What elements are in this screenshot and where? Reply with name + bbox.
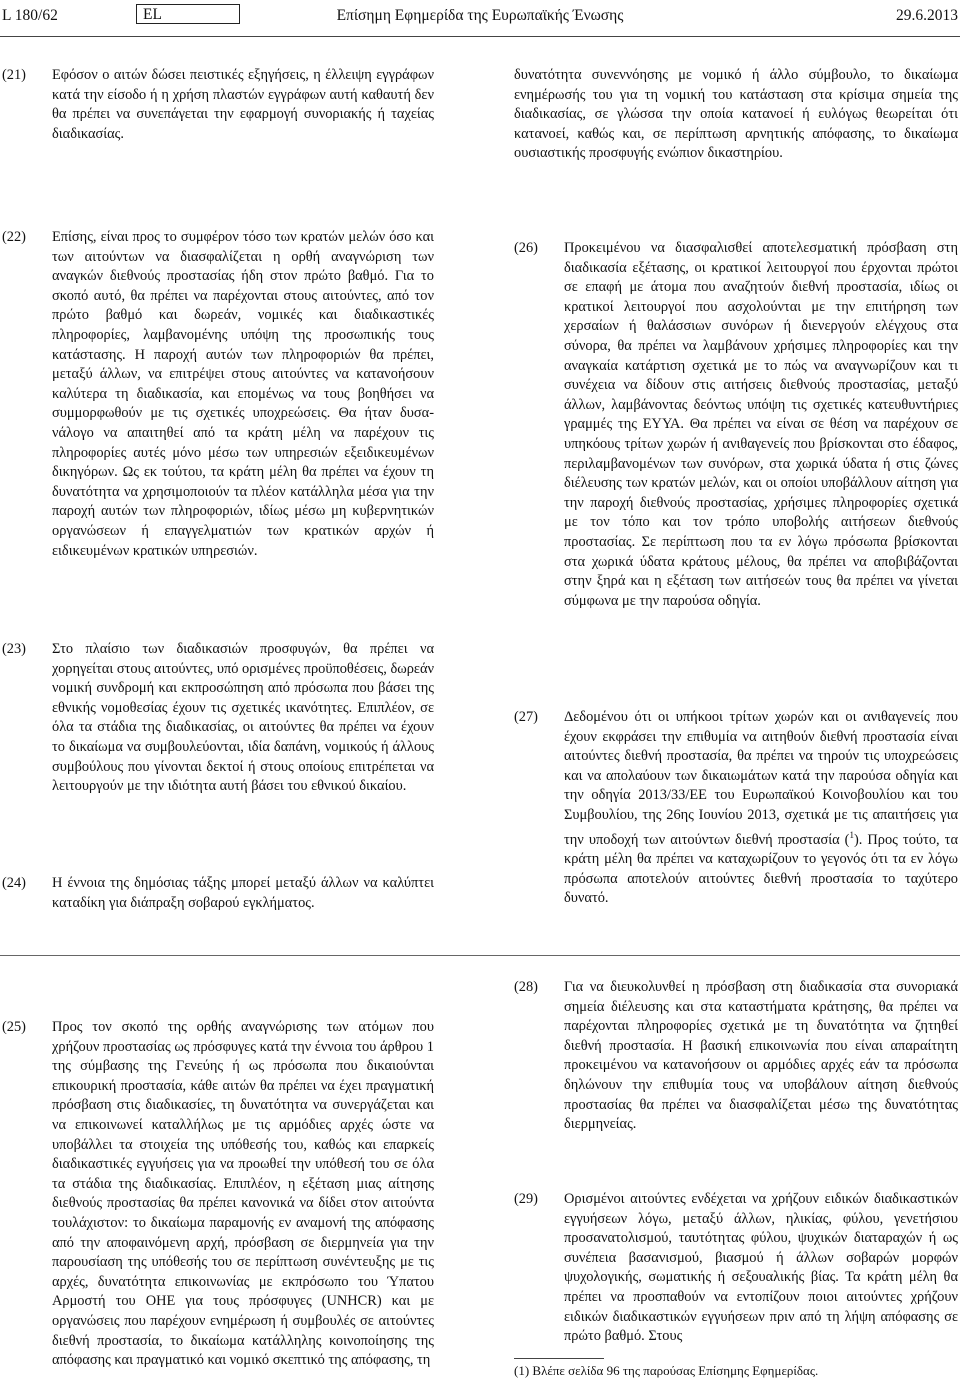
recital-number: (29): [514, 1191, 538, 1207]
recital-27: [514, 708, 958, 909]
recital-text: Εφόσον ο αιτών δώσει πειστικές εξηγήσεις, η έλλειψη εγγράφων κατά την είσοδο ή η χρήση πλαστών εγγράφων αυτή καθαυτή δεν θα πρέπει να συνεπάγεται την εφαρμογή συνοριακής ή ταχείας διαδικασίας.: [52, 67, 434, 142]
recital-text: δυνατότητα συνεννόησης με νομικό ή άλλο σύμβουλο, το δικαίωμα ενημέρωσής του για τη νομική του κατάσταση στα κρίσιμα σημεία της διαδικασίας, σε γλώσσα την οποία κατανοεί ή ευλόγως θεωρείται ότι κατανοεί, καθώς και, σε περίπτωση αρνητικής απόφασης, το δικαίωμα ουσιαστικής προσφυγής ενώπιον δικαστηρίου.: [514, 67, 958, 162]
recital-22: [2, 228, 434, 561]
recital-25: [2, 1018, 434, 1371]
footnote-rule: [514, 1358, 604, 1359]
footnote-text: Βλέπε σελίδα 96 της παρούσας Επίσημης Εφημερίδας.: [532, 1363, 819, 1378]
recital-text: Για να διευκολυνθεί η πρόσβαση στη διαδικασία στα συνοριακά σημεία διέλευσης και στα καταστήματα κράτησης, θα πρέπει να παρέχονται πληροφορίες σχετικά με τη δυνατότητα να ζητηθεί διεθνή προστασία. Η βασική επικοινωνία που είναι απαραίτητη προκειμένου να κατανοήσουν οι αρμόδιες αρχές εάν τα πρόσωπα δηλώνουν την επιθυμία τους να υποβάλουν αίτηση διεθνούς προστασίας θα πρέπει να διασφαλίζεται μέσω της δυνατότητας διερμηνείας.: [564, 979, 958, 1133]
header-rule: [0, 36, 960, 37]
recital-text-part: ). Προς τούτο, τα κράτη μέλη θα πρέπει να καταχωρίζουν το γεγονός ότι τα εν λόγω πρόσωπα αποτελούν αιτούντες διεθνή προστασία το ταχύτερο δυνατό.: [564, 831, 958, 907]
recital-26: [514, 239, 958, 611]
recital-text: Στο πλαίσιο των διαδικασιών προσφυγών, θα πρέπει να χορηγείται στους αιτούντες, υπό ορισμένες προϋποθέσεις, δωρεάν νομική συνδρομή και εκπροσώπηση από πρόσωπα που βάσει της εθνικής νομοθεσίας έχουν τις σχετικές ικανότητες. Επιπλέον, σε όλα τα στάδια της διαδικασίας, οι αιτούντες θα πρέπει να έχουν το δικαίωμα να συμβουλεύονται, ιδία δαπάνη, νομικούς ή άλλους συμβούλους που γίνονται δεκτοί ή στους οποίους επιτρέπεται να λειτουργούν με την ιδιότητα αυτή βάσει του εθνικού δικαίου.: [52, 641, 434, 795]
recital-text: Ορισμένοι αιτούντες ενδέχεται να χρήζουν ειδικών διαδικαστικών εγγυήσεων λόγω, μεταξύ άλλων, ηλικίας, φύλου, γενετήσιου προσανατολισμού, ταυτότητας φύλου, ψυχικών διαταραχών ή ως συνέπεια βασανισμού, βιασμού ή άλλων σοβαρών μορφών ψυχολογικής, σωματικής ή σεξουαλικής βίας. Τα κράτη μέλη θα πρέπει να προσπαθούν να εντοπίζουν ποιοι αιτούντες χρήζουν ειδικών διαδικαστικών εγγυήσεων πριν από τη λήψη απόφασης σε πρώτο βαθμό. Στους: [564, 1191, 958, 1345]
language-box: EL: [136, 4, 240, 24]
section-divider: [0, 955, 960, 956]
recital-number: (22): [2, 229, 26, 245]
journal-title: Επίσημη Εφημερίδα της Ευρωπαϊκής Ένωσης: [336, 7, 624, 24]
recital-28: [514, 978, 958, 1135]
recital-number: (28): [514, 979, 538, 995]
footnote-reference[interactable]: 1: [849, 829, 854, 840]
recital-text: Επίσης, είναι προς το συμφέρον τόσο των κρατών μελών όσο και των αιτούντων να διασφαλίζεται η ορθή αναγνώριση των αναγκών διεθνούς προστασίας ήδη στον πρώτο βαθμό. Για το σκοπό αυτό, θα πρέπει να παρέχονται στους αιτούντες, από τον πρώτο βαθμό και δωρεάν, νομικές και διαδικαστικές πληροφορίες, λαμβανομένης υπόψη της προσωπικής τους κατάστασης. Η παροχή αυτών των πληροφοριών θα πρέπει, μεταξύ άλλων, να επιτρέψει στους αιτούντες να κατανοήσουν καλύτερα τη διαδικασία, και επομένως να τους βοηθήσει να συμμορφωθούν με τις σχετικές υποχρεώσεις. Θα ήταν δυσανάλογο να απαιτηθεί από τα κράτη μέλη να παρέχουν τις πληροφορίες αυτές μόνο μέσω των υπηρεσιών εξειδικευμένων δικηγόρων. Ως εκ τούτου, τα κράτη μέλη θα πρέπει να έχουν τη δυνατότητα να χρησιμοποιούν τα πλέον κατάλληλα μέσα για την παροχή αυτών των πληροφοριών, ιδίως μέσω μη κυβερνητικών οργανώσεων ή επαγγελματιών των κρατικών αρχών ή ειδικευμένων κρατικών υπηρεσιών.: [52, 229, 434, 559]
journal-reference: L 180/62: [2, 7, 58, 24]
recital-23: [2, 640, 434, 797]
recital-number: (24): [2, 875, 26, 891]
recital-text: [564, 708, 958, 909]
recital-text: Προς τον σκοπό της ορθής αναγνώρισης των ατόμων που χρήζουν προστασίας ως πρόσφυγες κατά την έννοια του άρθρου 1 της σύμβασης της Γενεύης ή ως πρόσωπα που δικαιούνται επικουρική προστασία, κάθε αιτών θα πρέπει να έχει πραγματική πρόσβαση στις διαδικασίες, τη δυνατότητα να συνεργάζεται και να επικοινωνεί καταλλήλως με τις αρμόδιες αρχές ώστε να υποβάλλει τα στοιχεία της υπόθεσής του, καθώς και επαρκείς διαδικαστικές εγγυήσεις για να προωθεί την υπόθεσή του σε όλα τα στάδια της διαδικασίας. Επιπλέον, η εξέταση μιας αίτησης διεθνούς προστασίας θα πρέπει κανονικά να δίδει στον αιτούντα τουλάχιστον: το δικαίωμα παραμονής εν αναμονή της απόφασης από την αποφαινόμενη αρχή, πρόσβαση σε διερμηνεία για την παρουσίαση της υπόθεσής του σε περίπτωση συνέντευξης με τις αρχές, δυνατότητα επικοινωνίας με εκπρόσωπο του Ύπατου Αρμοστή του ΟΗΕ για τους πρόσφυγες (UNHCR) και με οργανώσεις που παρέχουν ενημέρωση ή συμβουλές σε αιτούντες διεθνή προστασία, το δικαίωμα κατάλληλης κοινοποίησης της απόφασης και πραγματικό και νομικό σκεπτικό της απόφασης, τη: [52, 1019, 434, 1369]
recital-24: [2, 874, 434, 913]
recital-number: (25): [2, 1019, 26, 1035]
recital-text: Προκειμένου να διασφαλισθεί αποτελεσματική πρόσβαση στη διαδικασία εξέτασης, οι κρατικοί λειτουργοί που έρχονται πρώτοι σε επαφή με άτομα που αναζητούν διεθνή προστασία, ιδίως οι κρατικοί λειτουργοί που ασχολούνται με την επιτήρηση των χερσαίων ή θαλάσσιων συνόρων ή διενεργούν ελέγχους στα σύνορα, θα πρέπει να λαμβάνουν χρήσιμες πληροφορίες και την αναγκαία κατάρτιση σχετικά με το πώς να αναγνωρίζουν και τι συνέχεια να δίδουν στις αιτήσεις διεθνούς προστασίας, μεταξύ άλλων, λαμβάνοντας δεόντως υπόψη τις σχετικές κατευθυντήριες γραμμές της ΕΥΥΑ. Θα πρέπει να είναι σε θέση να παρέχουν σε υπηκόους τρίτων χωρών ή ανιθαγενείς που βρίσκονται στο έδαφος, περιλαμβανομένων των συνόρων, στα χωρικά ύδατα ή στις ζώνες διέλευσης των κρατών μελών, και οι οποίοι υποβάλλουν αίτηση για την παροχή διεθνούς προστασίας, χρήσιμες πληροφορίες σχετικά με τον τόπο και τον τρόπο υποβολής αιτήσεων διεθνούς προστασίας. Σε περίπτωση που τα εν λόγω πρόσωπα βρίσκονται στα χωρικά ύδατα κράτους μέλους, θα πρέπει να αποβιβάζονται στην ξηρά και η εξέταση των αιτήσεών τους θα πρέπει να γίνεται σύμφωνα με την παρούσα οδηγία.: [564, 240, 958, 609]
issue-date: 29.6.2013: [896, 7, 958, 24]
recital-number: (26): [514, 240, 538, 256]
recital-number: (23): [2, 641, 26, 657]
recital-text-part: Δεδομένου ότι οι υπήκοοι τρίτων χωρών και οι ανιθαγενείς που έχουν εκφράσει την επιθυμία να αιτηθούν διεθνή προστασία είναι αιτούντες διεθνή προστασία, θα πρέπει να τηρούν τις υποχρεώσεις και να απολαύουν των δικαιωμάτων κατά την παρούσα οδηγία και την οδηγία 2013/33/ΕΕ του Ευρωπαϊκού Κοινοβουλίου και του Συμβουλίου, της 26ης Ιουνίου 2013, σχετικά με τις απαιτήσεις για την υποδοχή των αιτούντων διεθνή προστασία (: [564, 709, 958, 848]
recital-number: (27): [514, 709, 538, 725]
recital-number: (21): [2, 67, 26, 83]
recital-text: Η έννοια της δημόσιας τάξης μπορεί μεταξύ άλλων να καλύπτει καταδίκη για διάπραξη σοβαρού εγκλήματος.: [52, 875, 434, 911]
recital-29: [514, 1190, 958, 1347]
footnote-mark: (1): [514, 1363, 530, 1378]
footnote: [514, 1362, 954, 1379]
recital-21-continuation: [514, 66, 958, 164]
recital-21: [2, 66, 434, 144]
page-header: [0, 4, 960, 28]
